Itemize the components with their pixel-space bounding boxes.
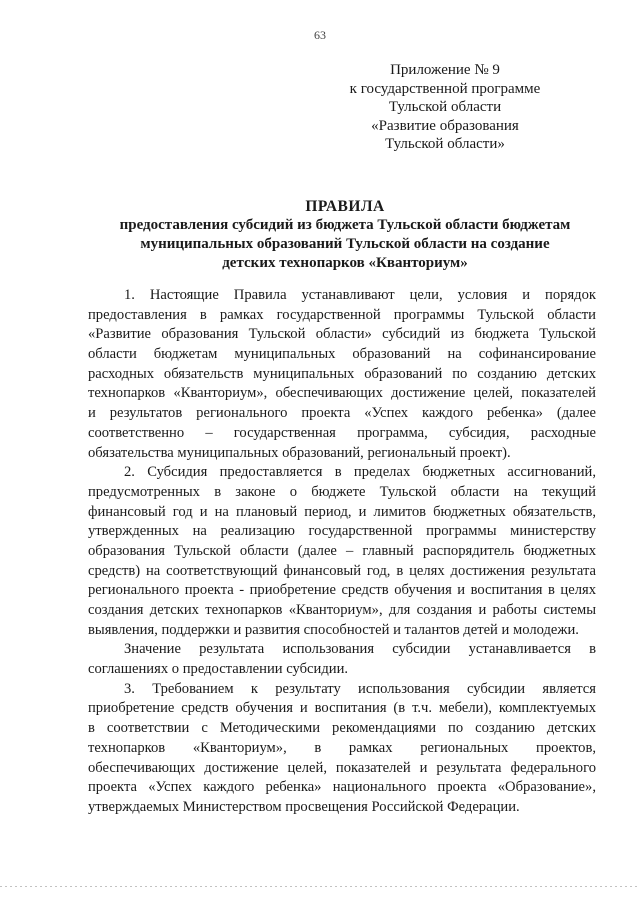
page-number: 63 (314, 28, 326, 42)
paragraph-1 (88, 286, 596, 463)
appendix-line: Приложение № 9 (390, 62, 500, 78)
text-line: технопарков «Кванториум», обеспечивающих достижение целей, показателей (88, 385, 596, 402)
text-line: создания детских технопарков «Кванториум», для создания и работы системы (88, 602, 596, 618)
text-line: в соответствии с Методическими рекомендациями по созданию детских (88, 720, 596, 737)
text-line: технопарков «Кванториум», в рамках региональных проектов, (88, 739, 596, 756)
document-title: ПРАВИЛА (305, 198, 385, 215)
text-line: выявления, поддержки и развития способностей и талантов детей и молодежи. (88, 621, 579, 638)
text-line: предоставления в рамках государственной программы Тульской области (88, 306, 596, 323)
text-line: средств) на соответствующий финансовый год, в целях достижения результата (88, 562, 596, 579)
text-line: регионального проекта - приобретение средств обучения и воспитания в целях (88, 582, 596, 599)
text-line: обязательства муниципальных образований, региональный проект). (88, 444, 511, 461)
text-line: утверждаемых Министерством просвещения Российской Федерации. (88, 798, 520, 815)
appendix-line: Тульской области» (385, 136, 505, 152)
text-line: расходных обязательств муниципальных образований по созданию детских (88, 365, 596, 382)
document-subtitle (80, 216, 610, 273)
appendix-line: Тульской области (388, 99, 502, 115)
text-line: «Развитие образования Тульской области» субсидий из бюджета Тульской (88, 326, 596, 343)
text-line: и результатов регионального проекта «Успех каждого ребенка» (далее (88, 405, 596, 422)
text-line: утвержденных на реализацию государственной программы министерству (88, 523, 596, 540)
text-line: образования Тульской области (далее – главный распорядитель бюджетных (88, 542, 596, 559)
text-line: предусмотренных в законе о бюджете Тульской области на текущий (88, 483, 596, 500)
text-line: финансовый год и на плановый период, и лимитов бюджетных обязательств, (88, 503, 596, 520)
text-line: соглашениях о предоставлении субсидии. (88, 661, 349, 678)
subtitle-line: детских технопарков «Кванториум» (222, 255, 468, 271)
text-line: 3. Требованием к результату использования субсидии является (124, 680, 596, 697)
document-body (88, 286, 596, 818)
text-line: обеспечивающих достижение целей, показателей и результата федерального (88, 759, 596, 776)
appendix-line: к государственной программе (349, 80, 541, 97)
document-title-block (80, 197, 610, 273)
text-line: проекта «Успех каждого ребенка» национального проекта «Образование», (88, 779, 596, 796)
subtitle-line: предоставления субсидий из бюджета Тульской области бюджетам (119, 217, 571, 233)
text-line: приобретение средств обучения и воспитания (в т.ч. мебели), комплектуемых (88, 700, 596, 717)
text-line: 1. Настоящие Правила устанавливают цели, условия и порядок (124, 287, 596, 303)
paragraph-2 (88, 463, 596, 640)
text-line: 2. Субсидия предоставляется в пределах бюджетных ассигнований, (124, 464, 596, 481)
scan-footer-divider (0, 886, 640, 887)
paragraph-4 (88, 680, 596, 818)
paragraph-3 (88, 640, 596, 679)
appendix-line: «Развитие образования (371, 117, 519, 134)
subtitle-line: муниципальных образований Тульской области на создание (140, 236, 550, 252)
text-line: соответственно – государственная программа, субсидия, расходные (88, 424, 596, 441)
text-line: области бюджетам муниципальных образований на софинансирование (88, 346, 596, 363)
text-line: Значение результата использования субсидии устанавливается в (124, 641, 596, 658)
appendix-header (340, 61, 550, 154)
